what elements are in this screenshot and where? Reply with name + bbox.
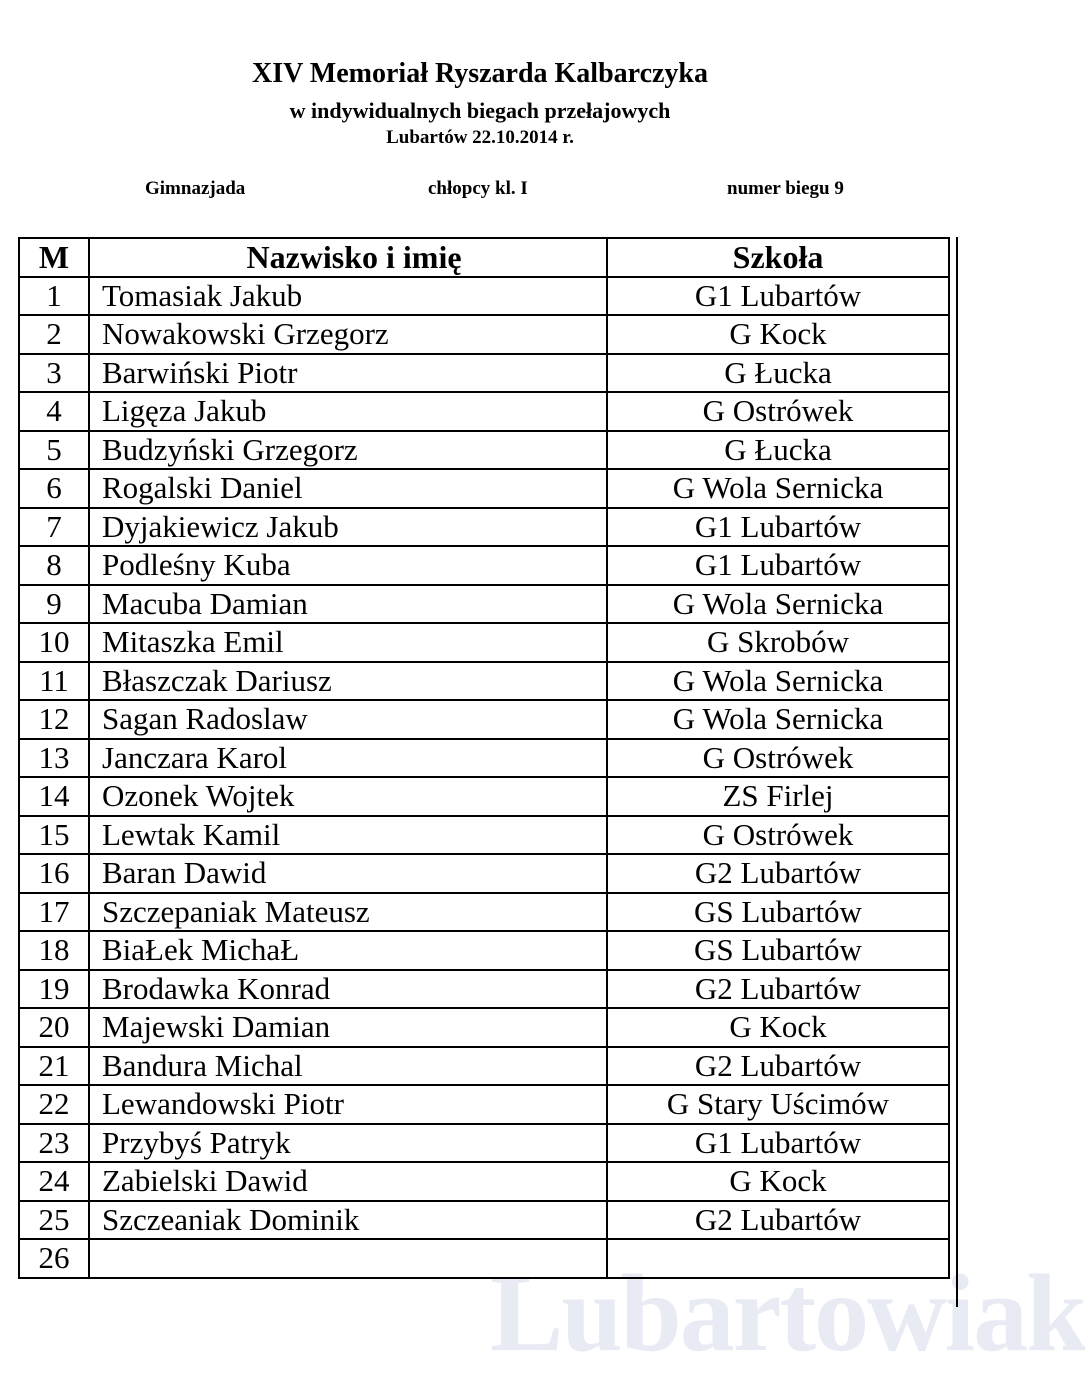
position-cell: 9 — [19, 585, 89, 624]
table-row — [19, 508, 949, 547]
table-row — [19, 816, 949, 855]
position-cell: 23 — [19, 1124, 89, 1163]
school-cell: G Ostrówek — [607, 392, 949, 431]
table-row — [19, 1201, 949, 1240]
school-cell: G Łucka — [607, 354, 949, 393]
name-cell: Majewski Damian — [89, 1008, 607, 1047]
name-cell: Zabielski Dawid — [89, 1162, 607, 1201]
table-row — [19, 854, 949, 893]
school-cell: G Kock — [607, 315, 949, 354]
name-cell: Sagan Radoslaw — [89, 700, 607, 739]
position-cell: 2 — [19, 315, 89, 354]
watermark-logo: Lubartowiak — [490, 1252, 1085, 1374]
position-cell: 25 — [19, 1201, 89, 1240]
position-cell: 11 — [19, 662, 89, 701]
position-cell: 16 — [19, 854, 89, 893]
school-cell: G Ostrówek — [607, 816, 949, 855]
name-cell: Mitaszka Emil — [89, 623, 607, 662]
position-cell: 19 — [19, 970, 89, 1009]
school-cell: G Wola Sernicka — [607, 469, 949, 508]
school-cell: G Kock — [607, 1162, 949, 1201]
table-header-row — [19, 238, 949, 277]
position-cell: 6 — [19, 469, 89, 508]
table-row — [19, 893, 949, 932]
table-row — [19, 277, 949, 316]
position-cell: 8 — [19, 546, 89, 585]
name-cell: Podleśny Kuba — [89, 546, 607, 585]
name-cell: Lewtak Kamil — [89, 816, 607, 855]
position-cell: 15 — [19, 816, 89, 855]
name-cell — [89, 1239, 607, 1278]
school-cell: G2 Lubartów — [607, 970, 949, 1009]
school-cell: GS Lubartów — [607, 931, 949, 970]
table-row — [19, 546, 949, 585]
header-name: Nazwisko i imię — [89, 238, 607, 277]
race-number-label: numer biegu 9 — [727, 178, 844, 199]
school-cell: G1 Lubartów — [607, 508, 949, 547]
position-cell: 24 — [19, 1162, 89, 1201]
school-cell: ZS Firlej — [607, 777, 949, 816]
place-date: Lubartów 22.10.2014 r. — [386, 127, 574, 148]
school-cell: G1 Lubartów — [607, 277, 949, 316]
table-row — [19, 1008, 949, 1047]
name-cell: Ligęza Jakub — [89, 392, 607, 431]
results-table — [18, 237, 950, 1279]
position-cell: 10 — [19, 623, 89, 662]
school-cell: G Ostrówek — [607, 739, 949, 778]
table-row — [19, 970, 949, 1009]
name-cell: Budzyński Grzegorz — [89, 431, 607, 470]
school-cell: G Łucka — [607, 431, 949, 470]
page-edge-line — [956, 237, 962, 1307]
table-row — [19, 392, 949, 431]
position-cell: 4 — [19, 392, 89, 431]
position-cell: 13 — [19, 739, 89, 778]
school-cell: G1 Lubartów — [607, 1124, 949, 1163]
position-cell: 26 — [19, 1239, 89, 1278]
table-row — [19, 777, 949, 816]
table-row — [19, 1047, 949, 1086]
school-cell: G2 Lubartów — [607, 1047, 949, 1086]
school-cell: GS Lubartów — [607, 893, 949, 932]
table-row — [19, 469, 949, 508]
document-title: XIV Memoriał Ryszarda Kalbarczyka — [251, 58, 709, 89]
group-label: chłopcy kl. I — [428, 178, 528, 199]
header-position: M — [19, 238, 89, 277]
table-row — [19, 315, 949, 354]
table-row — [19, 585, 949, 624]
name-cell: Szczepaniak Mateusz — [89, 893, 607, 932]
table-row — [19, 700, 949, 739]
position-cell: 7 — [19, 508, 89, 547]
header-school: Szkoła — [607, 238, 949, 277]
name-cell: Szczeaniak Dominik — [89, 1201, 607, 1240]
position-cell: 20 — [19, 1008, 89, 1047]
name-cell: Baran Dawid — [89, 854, 607, 893]
school-cell: G2 Lubartów — [607, 1201, 949, 1240]
results-table-wrap — [18, 237, 950, 1306]
school-cell: G Wola Sernicka — [607, 585, 949, 624]
school-cell: G Skrobów — [607, 623, 949, 662]
school-cell: G Wola Sernicka — [607, 700, 949, 739]
school-cell: G2 Lubartów — [607, 854, 949, 893]
school-cell: G Stary Uścimów — [607, 1085, 949, 1124]
name-cell: Nowakowski Grzegorz — [89, 315, 607, 354]
position-cell: 18 — [19, 931, 89, 970]
school-cell: G1 Lubartów — [607, 546, 949, 585]
name-cell: Dyjakiewicz Jakub — [89, 508, 607, 547]
table-row — [19, 931, 949, 970]
position-cell: 14 — [19, 777, 89, 816]
school-cell — [607, 1239, 949, 1278]
name-cell: BiaŁek MichaŁ — [89, 931, 607, 970]
category-label: Gimnazjada — [145, 178, 246, 199]
position-cell: 22 — [19, 1085, 89, 1124]
table-row — [19, 431, 949, 470]
name-cell: Błaszczak Dariusz — [89, 662, 607, 701]
name-cell: Macuba Damian — [89, 585, 607, 624]
document-subtitle: w indywidualnych biegach przełajowych — [289, 98, 671, 123]
table-row — [19, 354, 949, 393]
table-row — [19, 1124, 949, 1163]
table-row — [19, 1239, 949, 1278]
table-row — [19, 739, 949, 778]
table-row — [19, 1162, 949, 1201]
name-cell: Przybyś Patryk — [89, 1124, 607, 1163]
table-row — [19, 623, 949, 662]
name-cell: Rogalski Daniel — [89, 469, 607, 508]
table-row — [19, 662, 949, 701]
table-row — [19, 1085, 949, 1124]
name-cell: Bandura Michal — [89, 1047, 607, 1086]
position-cell: 5 — [19, 431, 89, 470]
position-cell: 1 — [19, 277, 89, 316]
name-cell: Janczara Karol — [89, 739, 607, 778]
name-cell: Brodawka Konrad — [89, 970, 607, 1009]
school-cell: G Wola Sernicka — [607, 662, 949, 701]
name-cell: Tomasiak Jakub — [89, 277, 607, 316]
name-cell: Lewandowski Piotr — [89, 1085, 607, 1124]
position-cell: 17 — [19, 893, 89, 932]
name-cell: Barwiński Piotr — [89, 354, 607, 393]
school-cell: G Kock — [607, 1008, 949, 1047]
position-cell: 3 — [19, 354, 89, 393]
position-cell: 12 — [19, 700, 89, 739]
position-cell: 21 — [19, 1047, 89, 1086]
name-cell: Ozonek Wojtek — [89, 777, 607, 816]
